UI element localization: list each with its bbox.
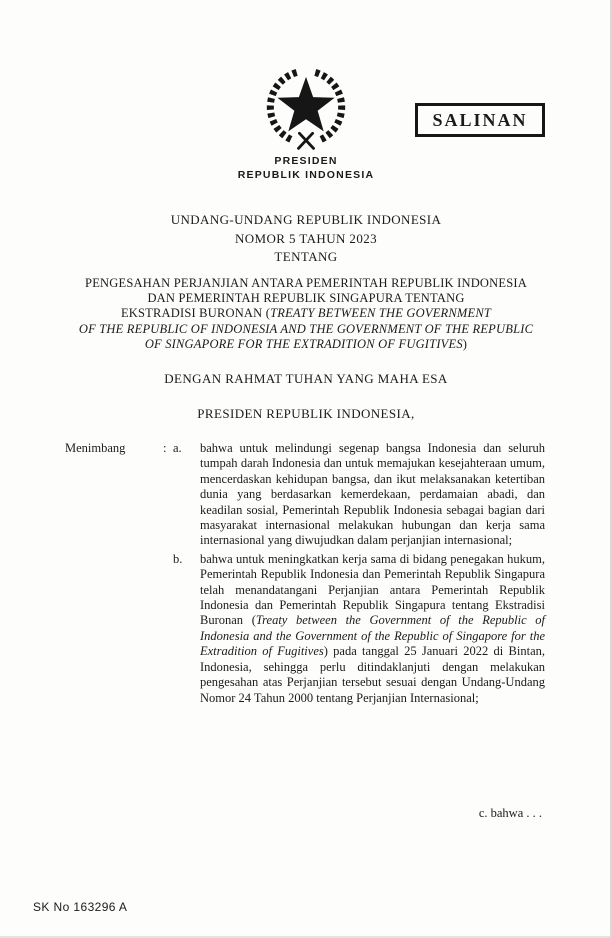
presidential-seal	[259, 60, 353, 154]
item-marker: b.	[173, 551, 183, 566]
title-tentang: TENTANG	[274, 249, 338, 265]
item-text: bahwa untuk meningkatkan kerja sama di bidang penegakan hukum, Pemerintah Republik Indonesia dan Pemerintah Republik Singapura telah menandatangani Perjanjian antara Pemerintah Republik Indonesia dan Pemerintah Republik Singapura tentang Ekstradisi Buronan (Treaty between the Government of the Republic of Indonesia and the Government of the Republic of Singapore for the Extradition of Fugitives) pada tanggal 25 Januari 2022 di Bintan, Indonesia, sehingga perlu ditindaklanjuti dengan melakukan pengesahan atas Perjanjian tersebut sesuai dengan Undang-Undang Nomor 24 Tahun 2000 tentang Perjanjian Internasional;	[200, 551, 545, 705]
title-law-number: NOMOR 5 TAHUN 2023	[234, 230, 378, 246]
subject-line: PENGESAHAN PERJANJIAN ANTARA PEMERINTAH REPUBLIK INDONESIA	[85, 276, 527, 290]
letterhead-line2: REPUBLIK INDONESIA	[237, 169, 375, 181]
letterhead	[0, 154, 612, 182]
issuer-line: PRESIDEN REPUBLIK INDONESIA,	[197, 406, 415, 421]
subject-line: DAN PEMERINTAH REPUBLIK SINGAPURA TENTANG	[147, 291, 465, 306]
subject-line: OF SINGAPORE FOR THE EXTRADITION OF FUGITIVES)	[144, 336, 468, 351]
subject-line: EKSTRADISI BURONAN (TREATY BETWEEN THE GOVERNMENT	[120, 306, 492, 321]
considering-items	[173, 441, 545, 706]
title-law-name: UNDANG-UNDANG REPUBLIK INDONESIA	[170, 212, 442, 227]
subject-title	[36, 276, 576, 352]
item-text: bahwa untuk melindungi segenap bangsa Indonesia dan seluruh tumpah darah Indonesia dan untuk memajukan kesejahteraan umum, mencerdaskan kehidupan bangsa, dan ikut melaksanakan ketertiban dunia yang berdasarkan kemerdekaan, perdamaian abadi, dan keadilan sosial, Pemerintah Republik Indonesia sebagai bagian dari masyarakat internasional melakukan hubungan dan kerja sama internasional yang diwujudkan dalam perjanjian internasional;	[200, 441, 545, 548]
considering-colon: :	[163, 441, 167, 455]
salinan-stamp: SALINAN	[415, 103, 545, 137]
subject-line: OF THE REPUBLIC OF INDONESIA AND THE GOVERNMENT OF THE REPUBLIC	[78, 321, 534, 336]
considering-item-a	[173, 441, 545, 549]
document-title	[0, 211, 612, 267]
star-wreath-emblem-icon	[259, 60, 353, 154]
item-marker: a.	[173, 441, 182, 455]
document-control-number: SK No 163296 A	[33, 900, 128, 914]
catchword: c. bahwa . . .	[478, 806, 542, 820]
considering-item-b	[173, 552, 545, 706]
invocation-line: DENGAN RAHMAT TUHAN YANG MAHA ESA	[164, 371, 448, 386]
considering-label: Menimbang	[65, 441, 126, 455]
considering-section	[65, 441, 545, 706]
letterhead-line1: PRESIDEN	[274, 155, 338, 167]
